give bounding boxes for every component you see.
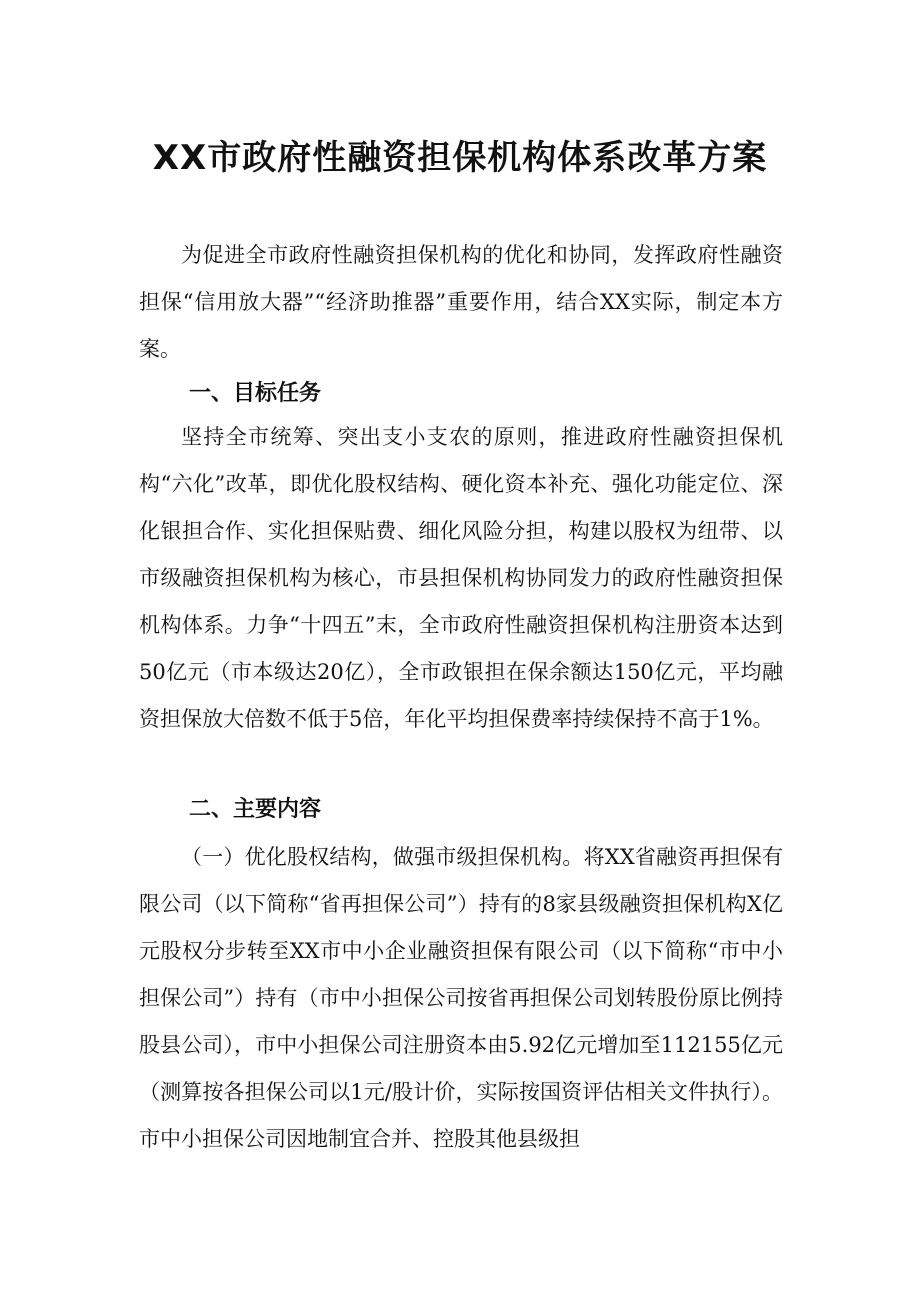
intro-paragraph-block [139, 232, 783, 377]
document-title: XX市政府性融资担保机构体系改革方案 [152, 138, 768, 178]
section-heading-goals: 一、目标任务 [189, 381, 322, 406]
section-goals-block [139, 414, 783, 789]
section-heading-main-content: 二、主要内容 [189, 797, 322, 822]
section-main-content-paragraph: （一）优化股权结构，做强市级担保机构。将XX省融资再担保有限公司（以下简称“省再担保公司”）持有的8家县级融资担保机构X亿元股权分步转至XX市中小企业融资担保有限公司（以下简称“市中小担保公司”）持有（市中小担保公司按省再担保公司划转股份原比例持股县公司），市中小担保公司注册资本由5.92亿元增加至112155亿元（测算按各担保公司以1元/股计价，实际按国资评估相关文件执行）。市中小担保公司因地制宜合并、控股其他县级担 [139, 845, 783, 1151]
intro-paragraph: 为促进全市政府性融资担保机构的优化和协同，发挥政府性融资担保“信用放大器”“经济助推器”重要作用，结合XX实际，制定本方案。 [139, 243, 783, 361]
section-main-content-block [139, 834, 783, 1169]
section-goals-paragraph: 坚持全市统筹、突出支小支农的原则，推进政府性融资担保机构“六化”改革，即优化股权结构、硬化资本补充、强化功能定位、深化银担合作、实化担保贴费、细化风险分担，构建以股权为纽带、以市级融资担保机构为核心，市县担保机构协同发力的政府性融资担保机构体系。力争“十四五”末，全市政府性融资担保机构注册资本达到50亿元（市本级达20亿），全市政银担在保余额达150亿元，平均融资担保放大倍数不低于5倍，年化平均担保费率持续保持不高于1%。 [139, 425, 783, 731]
